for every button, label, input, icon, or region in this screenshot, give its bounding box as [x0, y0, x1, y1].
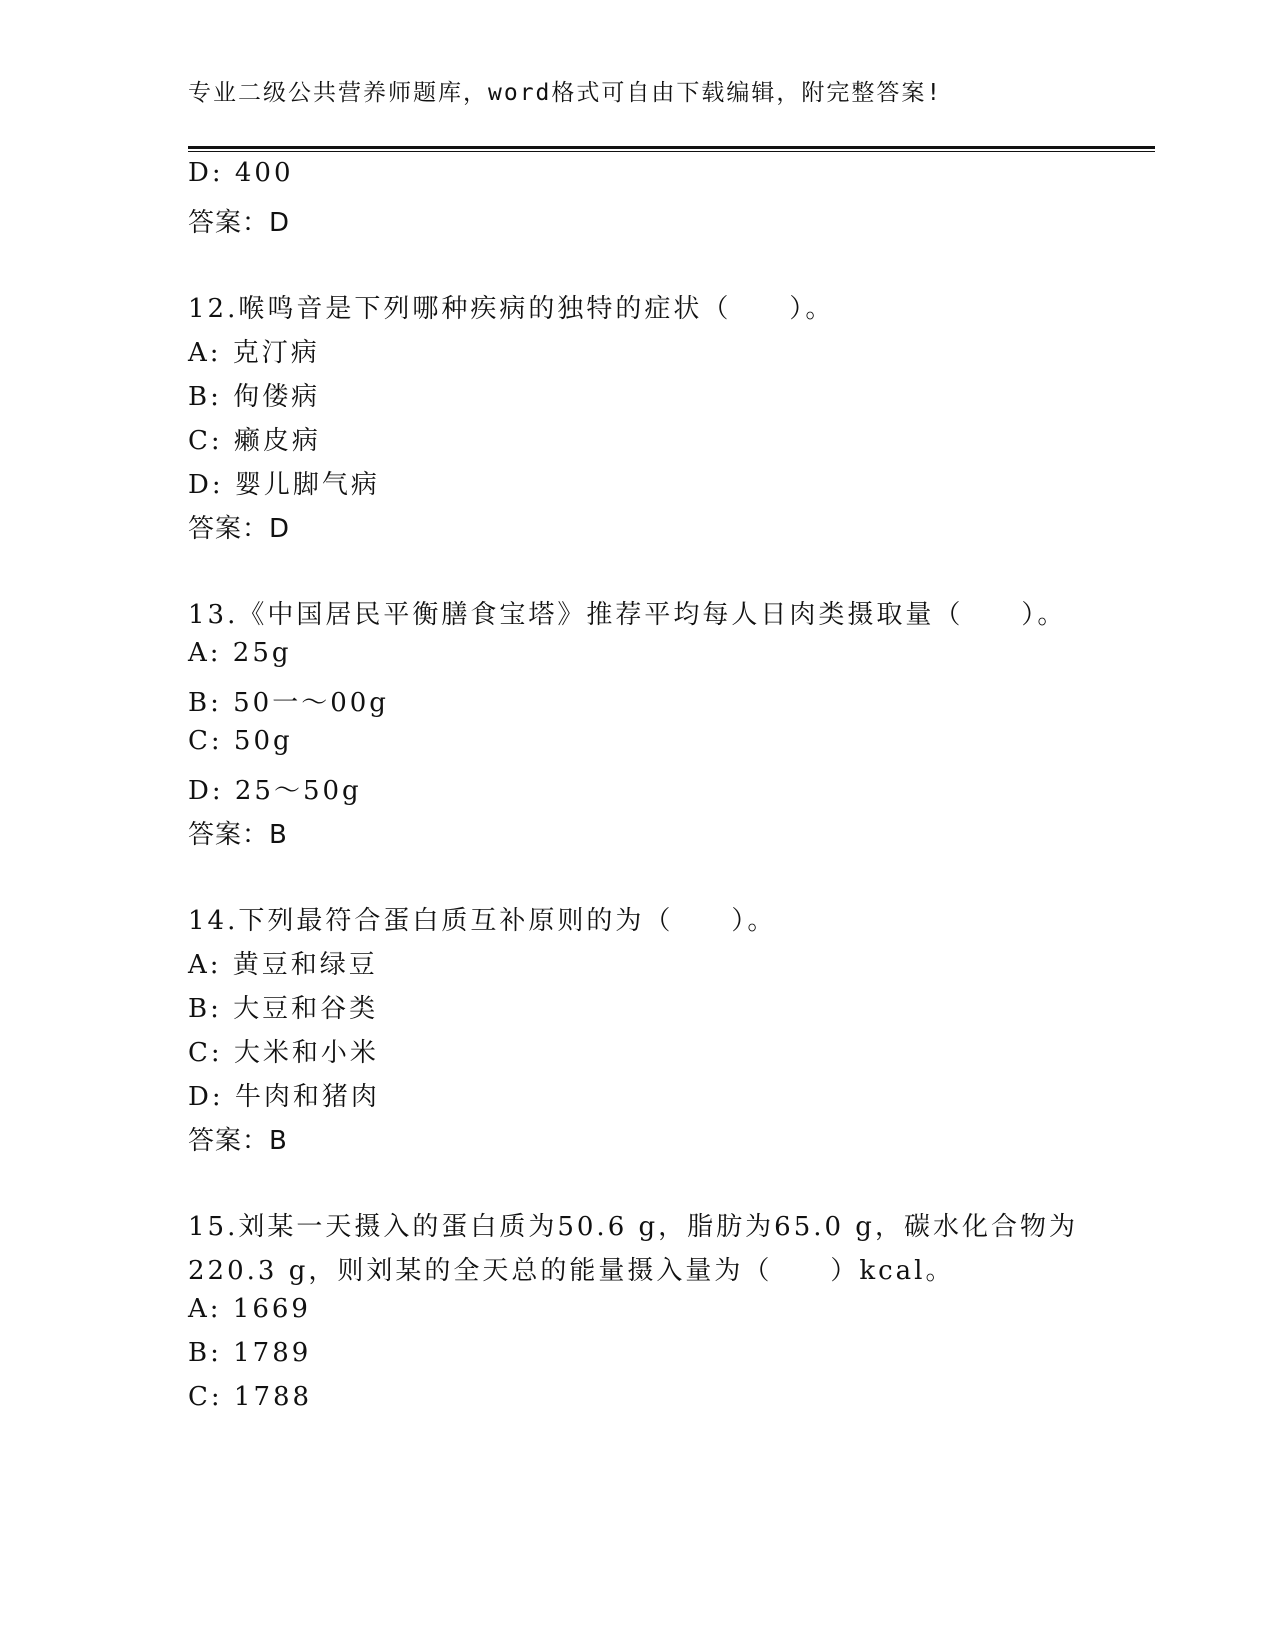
- question-14-option-b: B: 大豆和谷类: [188, 994, 379, 1024]
- question-12-option-d: D: 婴儿脚气病: [188, 470, 380, 500]
- question-12-option-a: A: 克汀病: [188, 338, 320, 368]
- header-rule-thick: [188, 146, 1155, 149]
- question-15-stem-line-2: 220.3 g，则刘某的全天总的能量摄入量为（ ）kcal。: [188, 1256, 955, 1286]
- question-14-option-d: D: 牛肉和猪肉: [188, 1082, 380, 1112]
- question-15-stem-line-1: 15.刘某一天摄入的蛋白质为50.6 g，脂肪为65.0 g，碳水化合物为: [188, 1212, 1078, 1242]
- question-12-answer: 答案：D: [188, 514, 291, 544]
- page-header: 专业二级公共营养师题库，word格式可自由下载编辑，附完整答案!: [188, 80, 943, 106]
- question-12-option-b: B: 佝偻病: [188, 382, 321, 412]
- question-15-option-b: B: 1789: [188, 1338, 312, 1368]
- question-12-option-c: C: 癞皮病: [188, 426, 321, 456]
- prev-option-d: D: 400: [188, 158, 294, 188]
- prev-answer: 答案：D: [188, 208, 291, 238]
- question-14-answer: 答案：B: [188, 1126, 288, 1156]
- question-13-option-b: B: 50一～00g: [188, 688, 389, 718]
- question-13-option-d: D: 25～50g: [188, 776, 362, 806]
- question-13-option-a: A: 25g: [188, 638, 292, 668]
- question-14-option-a: A: 黄豆和绿豆: [188, 950, 378, 980]
- question-13-answer: 答案：B: [188, 820, 288, 850]
- question-15-option-c: C: 1788: [188, 1382, 313, 1412]
- question-15-option-a: A: 1669: [188, 1294, 311, 1324]
- question-12-stem: 12.喉鸣音是下列哪种疾病的独特的症状（ ）。: [188, 294, 835, 324]
- question-13-option-c: C: 50g: [188, 726, 293, 756]
- question-14-option-c: C: 大米和小米: [188, 1038, 379, 1068]
- question-14-stem: 14.下列最符合蛋白质互补原则的为（ ）。: [188, 906, 777, 936]
- question-13-stem: 13.《中国居民平衡膳食宝塔》推荐平均每人日肉类摄取量（ ）。: [188, 600, 1067, 630]
- header-rule-thin: [188, 151, 1155, 152]
